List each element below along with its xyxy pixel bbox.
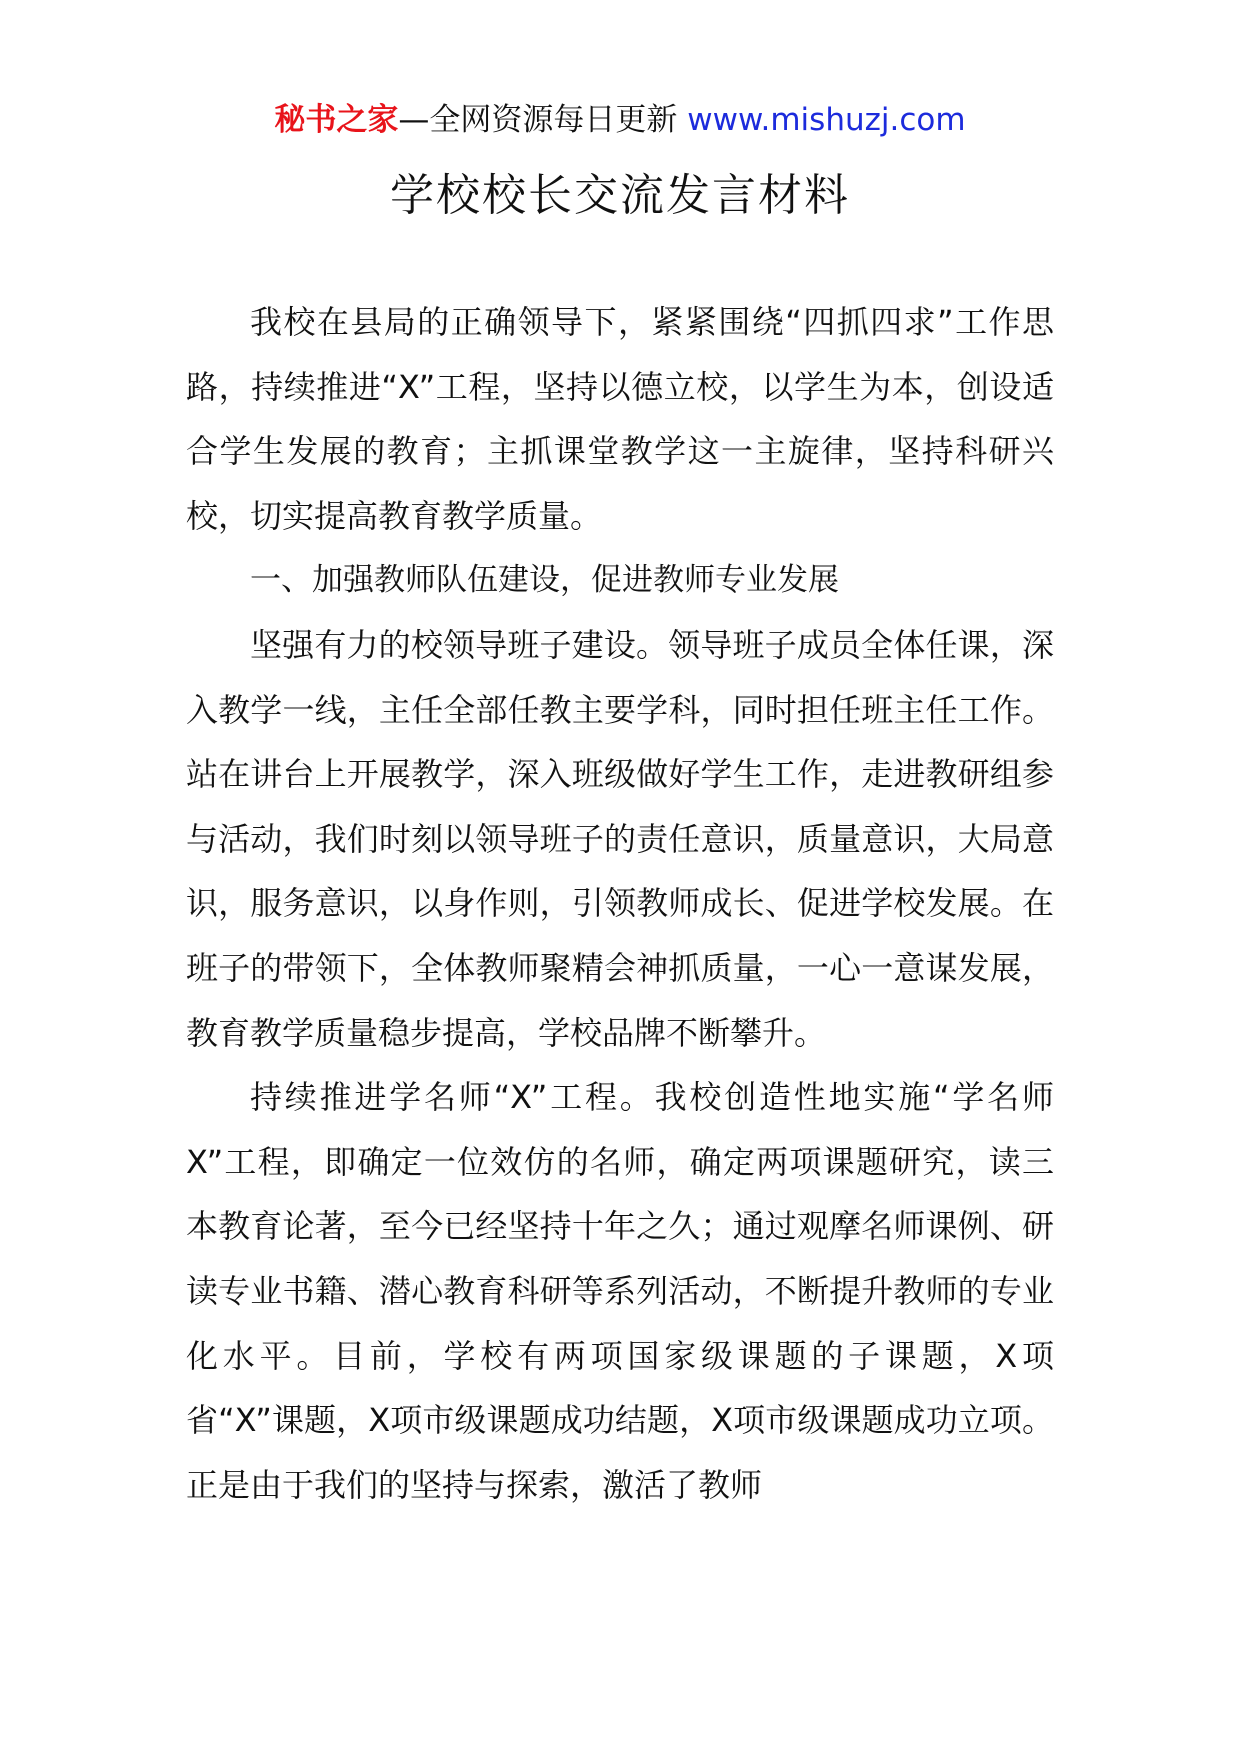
site-url[interactable]: www.mishuzj.com [687,102,966,138]
paragraph-intro: 我校在县局的正确领导下，紧紧围绕“四抓四求”工作思路，持续推进“X”工程，坚持以德立校，以学生为本，创设适合学生发展的教育；主抓课堂教学这一主旋律，坚持科研兴校，切实提高教育教学质量。 [186,303,1054,535]
site-brand: 秘书之家 [274,102,399,138]
document-body [186,290,1054,1517]
site-tagline: —全网资源每日更新 [398,102,688,138]
section-heading: 一、加强教师队伍建设，促进教师专业发展 [250,562,839,599]
site-header [0,98,1240,142]
paragraph-famous-teacher-project: 持续推进学名师“X”工程。我校创造性地实施“学名师X”工程，即确定一位效仿的名师，确定两项课题研究，读三本教育论著，至今已经坚持十年之久；通过观摩名师课例、研读专业书籍、潜心教育科研等系列活动，不断提升教师的专业化水平。目前，学校有两项国家级课题的子课题，X项省“X”课题，X项市级课题成功结题，X项市级课题成功立项。正是由于我们的坚持与探索，激活了教师 [186,1078,1054,1504]
paragraph-leadership: 坚强有力的校领导班子建设。领导班子成员全体任课，深入教学一线，主任全部任教主要学科，同时担任班主任工作。站在讲台上开展教学，深入班级做好学生工作，走进教研组参与活动，我们时刻以领导班子的责任意识，质量意识，大局意识，服务意识，以身作则，引领教师成长、促进学校发展。在班子的带领下，全体教师聚精会神抓质量，一心一意谋发展，教育教学质量稳步提高，学校品牌不断攀升。 [186,625,1054,1052]
document-title: 学校校长交流发言材料 [390,170,850,221]
